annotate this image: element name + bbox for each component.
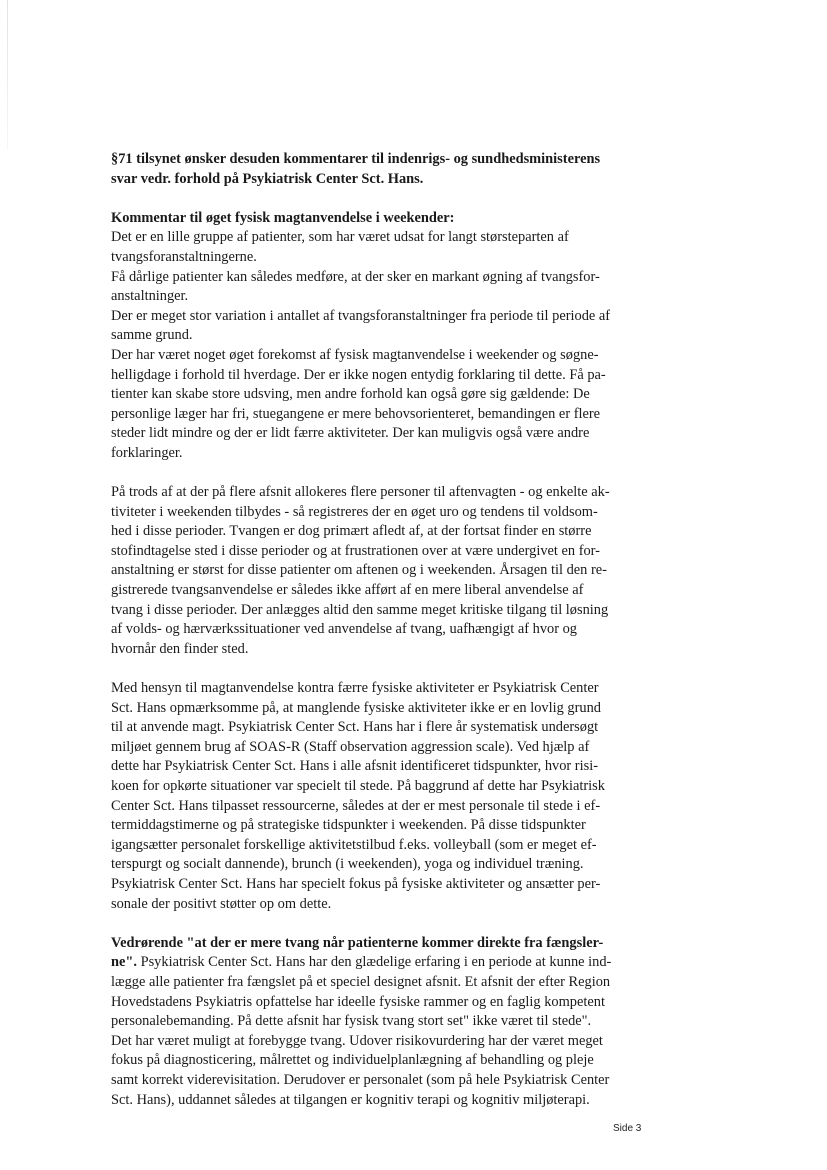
scan-edge [7, 0, 8, 150]
text-line: Center Sct. Hans tilpasset ressourcerne, således at der er mest personale til stede i ef- [111, 797, 601, 814]
text-line: gistrerede tvangsanvendelse er således ikke afført af en mere liberal anvendelse af [111, 582, 584, 599]
text-line: helligdage i forhold til hverdage. Der er ikke nogen entydig forklaring til dette. Få pa- [111, 366, 606, 383]
section-weekend [111, 209, 651, 464]
paragraph-activities [111, 679, 651, 914]
document-body [111, 150, 651, 1110]
text-line: hed i disse perioder. Tvangen er dog primært afledt af, at der fortsat finder en større [111, 523, 592, 540]
text-line: miljøet gennem brug af SOAS-R (Staff observation aggression scale). Ved hjælp af [111, 738, 590, 755]
section-heading-end: ne". [111, 954, 137, 971]
text-line: dette har Psykiatrisk Center Sct. Hans i alle afsnit identificeret tidspunkter, hvor risi- [111, 758, 598, 775]
text-line: terspurgt og socialt dannende), brunch (i weekenden), yoga og individuel træning. [111, 856, 584, 873]
text-line: tienter kan skabe store udsving, men andre forhold kan også gøre sig gældende: De [111, 386, 590, 403]
text-line: På trods af at der på flere afsnit allokeres flere personer til aftenvagten - og enkelte ak- [111, 484, 610, 501]
text-line: personlige læger har fri, stuegangene er mere behovsorienteret, bemandingen er flere [111, 405, 601, 422]
text-line: lægge alle patienter fra fængslet på et speciel designet afsnit. Et afsnit der efter Region [111, 973, 611, 990]
text-line: stofindtagelse sted i disse perioder og at frustrationen over at være undergivet en for- [111, 542, 600, 559]
text-line: steder lidt mindre og der er lidt færre aktiviteter. Der kan muligvis også være andre [111, 425, 590, 442]
text-line: tvangsforanstaltningerne. [111, 248, 257, 265]
text-line: af volds- og hærværkssituationer ved anvendelse af tvang, uafhængigt af hvor og [111, 621, 577, 638]
text-line: Psykiatrisk Center Sct. Hans har specielt fokus på fysiske aktiviteter og ansætter per- [111, 875, 601, 892]
text-line: samt korrekt viderevisitation. Derudover er personalet (som på hele Psykiatrisk Center [111, 1071, 610, 1088]
text-line: Det er en lille gruppe af patienter, som har været udsat for langt størsteparten af [111, 229, 569, 246]
text-line: Der er meget stor variation i antallet af tvangsforanstaltninger fra periode til periode af [111, 307, 611, 324]
text-line: Der har været noget øget forekomst af fysisk magtanvendelse i weekender og søgne- [111, 346, 599, 363]
page-number: Side 3 [613, 1123, 642, 1134]
text-line: forklaringer. [111, 444, 183, 461]
text-line: anstaltninger. [111, 288, 189, 305]
intro-line: §71 tilsynet ønsker desuden kommentarer til indenrigs- og sundhedsministerens [111, 151, 601, 167]
text-run: Psykiatrisk Center Sct. Hans har den glædelige erfaring i en periode at kunne ind- [136, 954, 612, 971]
text-line: koen for opkørte situationer var specielt til stede. På baggrund af dette har Psykiatrisk [111, 778, 605, 794]
paragraph-evening [111, 483, 651, 659]
text-line: Få dårlige patienter kan således medføre, at der sker en markant øgning af tvangsfor- [111, 268, 600, 285]
section-heading: Kommentar til øget fysisk magtanvendelse i weekender: [111, 209, 455, 226]
text-line [111, 953, 651, 973]
text-line: termiddagstimerne og på strategiske tidspunkter i weekenden. På disse tidspunkter [111, 817, 586, 834]
text-line: Hovedstadens Psykiatris opfattelse har ideelle fysiske rammer og en faglig kompetent [111, 993, 605, 1010]
section-heading: Vedrørende "at der er mere tvang når patienterne kommer direkte fra fængsler- [111, 934, 604, 951]
text-line: personalebemanding. På dette afsnit har fysisk tvang stort set" ikke været til stede". [111, 1013, 592, 1030]
text-line: tiviteter i weekenden tilbydes - så registreres der en øget uro og tendens til voldsom- [111, 503, 598, 520]
text-line: sonale der positivt støtter op om dette. [111, 895, 332, 912]
intro-line: svar vedr. forhold på Psykiatrisk Center Sct. Hans. [111, 170, 424, 187]
intro-heading [111, 150, 651, 189]
section-prison [111, 934, 651, 1110]
text-line: Sct. Hans), uddannet således at tilgangen er kognitiv terapi og kognitiv miljøterapi. [111, 1091, 590, 1108]
text-line: tvang i disse perioder. Der anlægges altid den samme meget kritiske tilgang til løsning [111, 601, 609, 618]
text-line: til at anvende magt. Psykiatrisk Center Sct. Hans har i flere år systematisk undersøgt [111, 719, 599, 736]
text-line: fokus på diagnosticering, målrettet og individuelplanlægning af behandling og pleje [111, 1052, 594, 1069]
text-line: anstaltning er størst for disse patienter om aftenen og i weekenden. Årsagen til den re- [111, 562, 607, 579]
text-line: samme grund. [111, 327, 193, 344]
text-line: Sct. Hans opmærksomme på, at manglende fysiske aktiviteter ikke er en lovlig grund [111, 699, 601, 716]
text-line: hvornår den finder sted. [111, 640, 249, 657]
text-line: Det har været muligt at forebygge tvang. Udover risikovurdering har der været meget [111, 1032, 603, 1049]
text-line: igangsætter personalet forskellige aktivitetstilbud f.eks. volleyball (som er meget ef- [111, 836, 597, 853]
text-line: Med hensyn til magtanvendelse kontra færre fysiske aktiviteter er Psykiatrisk Center [111, 680, 599, 697]
